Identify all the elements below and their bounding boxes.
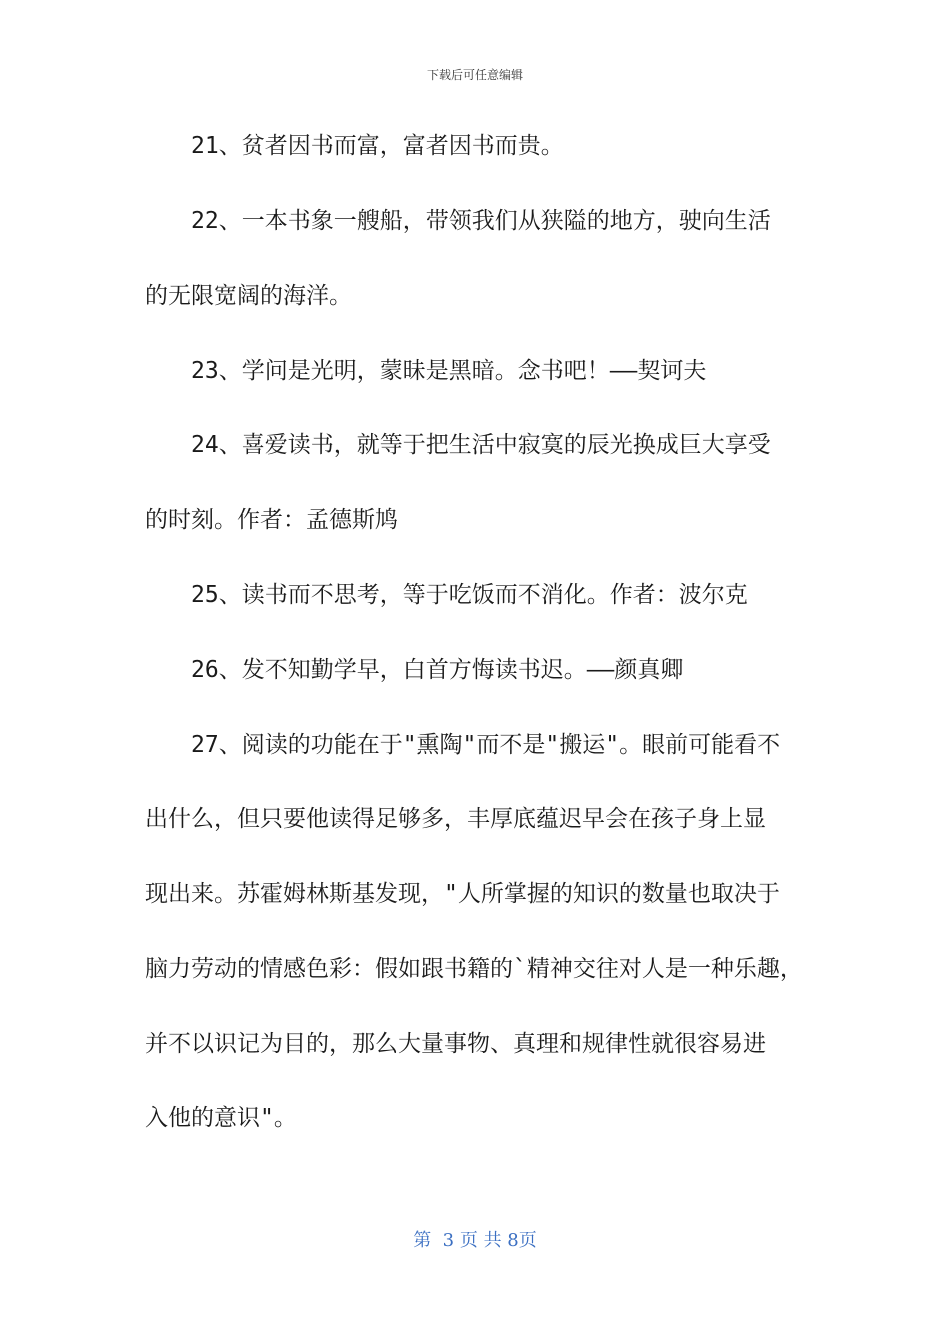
text-line: 26、发不知勤学早，白首方悔读书迟。——颜真卿 (191, 657, 684, 683)
page-footer: 第 3 页 共 8页 (413, 1230, 537, 1251)
text-line: 现出来。苏霍姆林斯基发现，"人所掌握的知识的数量也取决于 (145, 881, 780, 907)
text-line: 22、一本书象一艘船，带领我们从狭隘的地方，驶向生活 (191, 208, 771, 234)
text-line: 脑力劳动的情感色彩：假如跟书籍的`精神交往对人是一种乐趣， (145, 956, 803, 982)
text-line: 24、喜爱读书，就等于把生活中寂寞的辰光换成巨大享受 (191, 432, 771, 458)
text-line: 23、学问是光明，蒙昧是黑暗。念书吧！——契诃夫 (191, 358, 707, 384)
text-line: 25、读书而不思考，等于吃饭而不消化。作者：波尔克 (191, 582, 748, 608)
text-line: 出什么，但只要他读得足够多，丰厚底蕴迟早会在孩子身上显 (145, 806, 766, 832)
text-line: 的时刻。作者：孟德斯鸠 (145, 507, 398, 533)
text-line: 的无限宽阔的海洋。 (145, 283, 352, 309)
page-header: 下载后可任意编辑 (426, 68, 523, 82)
text-line: 并不以识记为目的，那么大量事物、真理和规律性就很容易进 (145, 1031, 766, 1057)
text-line: 21、贫者因书而富，富者因书而贵。 (191, 133, 564, 159)
text-line: 入他的意识"。 (145, 1105, 297, 1131)
text-line: 27、阅读的功能在于"熏陶"而不是"搬运"。眼前可能看不 (191, 732, 781, 758)
